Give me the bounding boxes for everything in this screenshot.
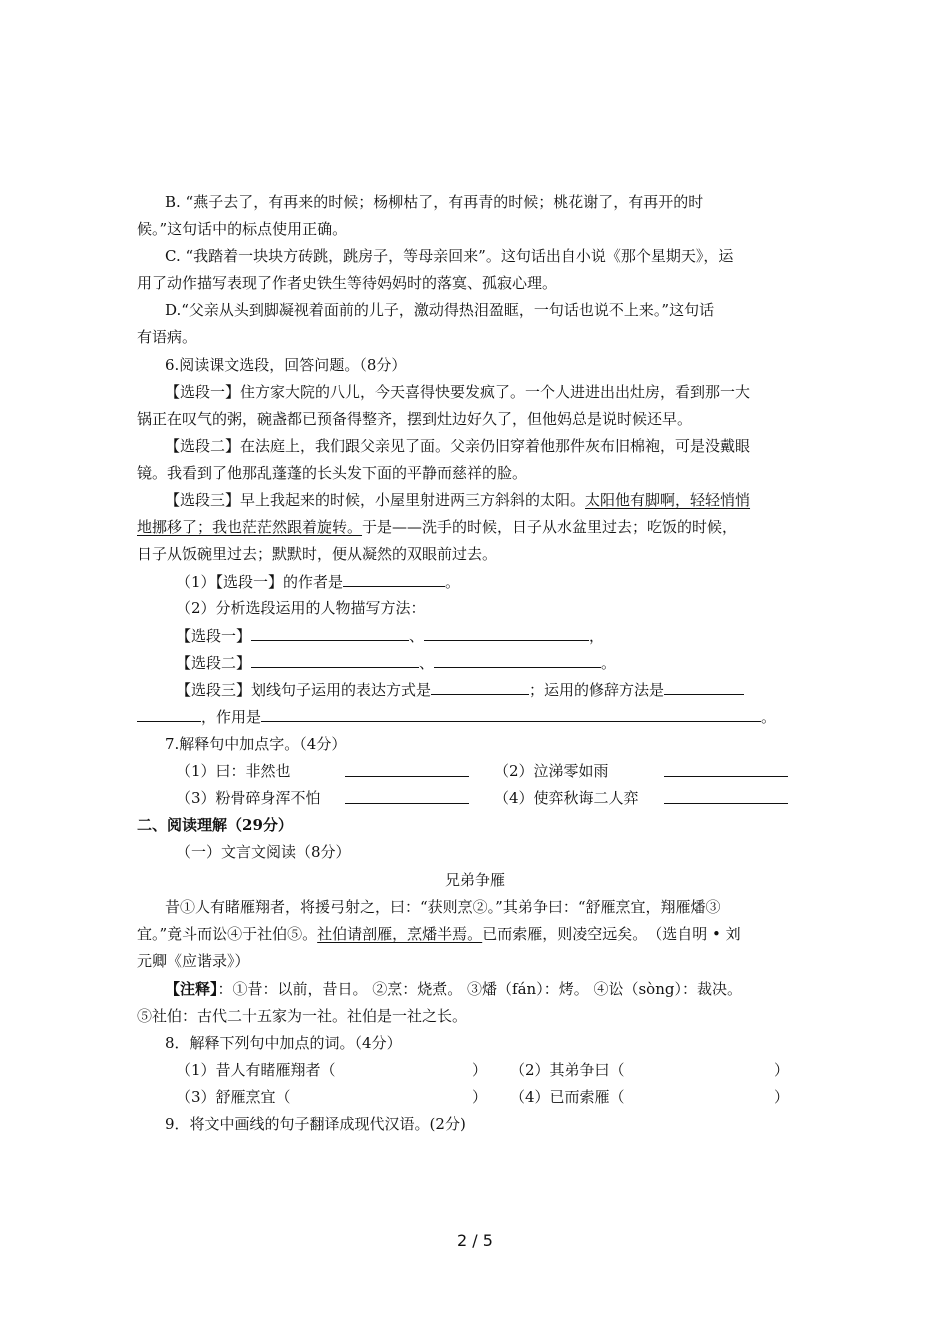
q5-option-b-line2: 候。”这句话中的标点使用正确。 (137, 220, 348, 238)
q7-item4: （4）使弈秋诲二人弈 (494, 789, 639, 807)
label: 【选段一】 (176, 627, 252, 645)
essay-line1: 昔①人有睹雁翔者，将援弓射之，曰：“获则烹②。”其弟争曰：“舒雁烹宜，翔雁燔③ (165, 898, 721, 916)
q6-sub3 (176, 679, 744, 700)
q7-item4-blank[interactable] (664, 788, 788, 809)
q8-item2: （2）其弟争曰（ (510, 1061, 625, 1079)
answer-blank[interactable] (434, 652, 601, 668)
label: ，作用是 (201, 708, 262, 726)
q6-passage3-line1 (165, 490, 750, 510)
q6-sub2-passage1 (176, 625, 604, 646)
essay-text: 宜。”竟斗而讼④于社伯⑤。 (137, 925, 318, 943)
q6-passage3-line3: 日子从饭碗里过去；默默时，便从凝然的双眼前过去。 (137, 545, 498, 563)
q8-item4: （4）已而索雁（ (510, 1088, 625, 1106)
q6-passage3-text: 于是——洗手的时候，日子从水盆里过去；吃饭的时候， (362, 518, 738, 536)
q7-item2-blank[interactable] (664, 761, 788, 782)
answer-blank[interactable] (251, 625, 409, 641)
notes-line1 (165, 979, 742, 999)
essay-text: 已而索雁，则凌空远矣。 （选自明 • 刘 (482, 925, 741, 943)
punct: 。 (601, 654, 617, 672)
essay-underlined-sentence: 社伯请剖雁，烹燔半焉。 (317, 925, 483, 943)
q6-sub3-line2 (137, 706, 776, 727)
q8-item2-close: ） (774, 1061, 790, 1079)
label: 【选段二】 (176, 654, 252, 672)
essay-title: 兄弟争雁 (444, 871, 505, 889)
q5-option-d-line2: 有语病。 (137, 328, 198, 346)
page-number: 2 / 5 (457, 1231, 493, 1250)
q7-item2: （2）泣涕零如雨 (494, 762, 609, 780)
q6-passage1-line2: 锅正在叹气的粥，碗盏都已预备得整齐，摆到灶边好久了，但他妈总是说时候还早。 (137, 410, 693, 428)
answer-blank[interactable] (343, 571, 445, 587)
label: 【选段三】划线句子运用的表达方式是 (176, 681, 432, 699)
q5-option-c-line1: C. “我踏着一块块方砖跳，跳房子，等母亲回来”。这句话出自小说《那个星期天》，运 (165, 247, 734, 265)
section2-part1-heading: （一）文言文阅读（8分） (176, 843, 351, 861)
q8-item3: （3）舒雁烹宜（ (176, 1088, 291, 1106)
q5-option-c-line2: 用了动作描写表现了作者史铁生等待妈妈时的落寞、孤寂心理。 (137, 274, 558, 292)
q6-sub2-passage2 (176, 652, 616, 673)
q9-title: 9．将文中画线的句子翻译成现代汉语。(2分) (165, 1115, 466, 1133)
q7-item1: （1）曰：非然也 (176, 762, 291, 780)
label: ；运用的修辞方法是 (529, 681, 665, 699)
essay-line3: 元卿《应谐录》） (137, 952, 250, 970)
answer-blank[interactable] (137, 706, 201, 722)
q8-item3-close: ） (472, 1088, 488, 1106)
notes-line2: ⑤社伯：古代二十五家为一社。社伯是一社之长。 (137, 1007, 468, 1025)
punct: 、 (419, 654, 435, 672)
punct: 。 (761, 708, 777, 726)
answer-blank[interactable] (424, 625, 589, 641)
answer-blank[interactable] (664, 679, 744, 695)
answer-blank[interactable] (261, 706, 761, 722)
q6-sub2: （2）分析选段运用的人物描写方法： (176, 599, 426, 617)
q6-sub1-prompt: （1）【选段一】的作者是 (176, 573, 344, 591)
q7-title: 7.解释句中加点字。（4分） (165, 735, 347, 753)
q7-item3: （3）粉骨碎身浑不怕 (176, 789, 321, 807)
q7-item1-blank[interactable] (345, 761, 469, 782)
q8-title: 8．解释下列句中加点的词。（4分） (165, 1034, 402, 1052)
answer-blank[interactable] (251, 652, 419, 668)
q8-item4-close: ） (774, 1088, 790, 1106)
punct: 。 (445, 573, 461, 591)
q6-passage2-line2: 镜。我看到了他那乱蓬蓬的长头发下面的平静而慈祥的脸。 (137, 464, 528, 482)
punct: 、 (409, 627, 425, 645)
q7-item3-blank[interactable] (345, 788, 469, 809)
q5-option-d-line1: D.“父亲从头到脚凝视着面前的儿子，激动得热泪盈眶，一句话也说不上来。”这句话 (165, 301, 715, 319)
notes-text: ：①昔：以前，昔日。 ②烹：烧煮。 ③燔（fán）：烤。 ④讼（sòng）：裁决。 (217, 980, 742, 998)
punct: ， (589, 627, 605, 645)
q6-title: 6.阅读课文选段，回答问题。（8分） (165, 356, 407, 374)
q8-item1-close: ） (472, 1061, 488, 1079)
q8-item1: （1）昔人有睹雁翔者（ (176, 1061, 336, 1079)
section2-heading: 二、阅读理解（29分） (137, 816, 293, 834)
q6-underlined-sentence-part1: 太阳他有脚啊，轻轻悄悄 (585, 491, 751, 509)
q6-underlined-sentence-part2: 地挪移了；我也茫茫然跟着旋转。 (137, 518, 363, 536)
answer-blank[interactable] (431, 679, 529, 695)
q5-option-b-line1: B. “燕子去了，有再来的时候；杨柳枯了，有再青的时候；桃花谢了，有再开的时 (165, 193, 704, 211)
q6-passage3-text: 【选段三】早上我起来的时候，小屋里射进两三方斜斜的太阳。 (165, 491, 586, 509)
q6-passage2-line1: 【选段二】在法庭上，我们跟父亲见了面。父亲仍旧穿着他那件灰布旧棉袍，可是没戴眼 (165, 437, 751, 455)
q6-sub1 (176, 571, 460, 592)
q6-passage1-line1: 【选段一】住方家大院的八儿，今天喜得快要发疯了。一个人进进出出灶房，看到那一大 (165, 383, 751, 401)
notes-label: 【注释】 (165, 980, 218, 998)
essay-line2 (137, 924, 741, 944)
q6-passage3-line2 (137, 517, 737, 537)
